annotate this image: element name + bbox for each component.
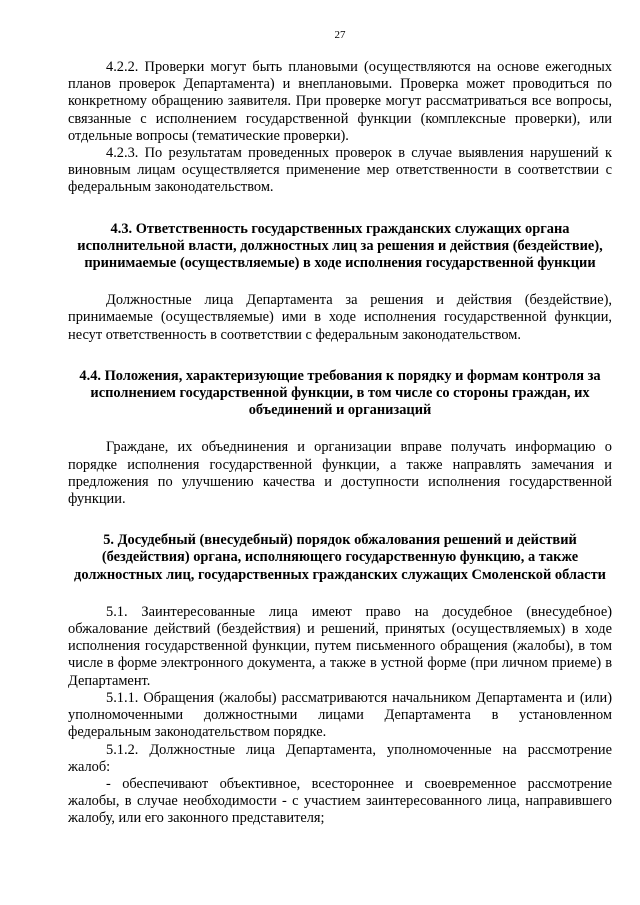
heading-4-3: 4.3. Ответственность государственных гражданских служащих органа исполнительной власти, должностных лиц за решения и действия (бездействие), принимаемые (осуществляемые) в ходе исполнения государственной функции (77, 220, 603, 272)
paragraph-5-1-1: 5.1.1. Обращения (жалобы) рассматриваются начальником Департамента и (или) уполномоченными должностными лицами Департамента в установленном федеральным законодательством порядке. (68, 689, 612, 741)
list-item-bullet-1: - обеспечивают объективное, всестороннее и своевременное рассмотрение жалобы, в случае необходимости - с участием заинтересованного лица, направившего жалобу, или его законного представителя; (68, 775, 612, 827)
paragraph-5-1: 5.1. Заинтересованные лица имеют право на досудебное (внесудебное) обжалование действий (бездействия) и решений, принятых (осуществляемых) в ходе исполнения государственной функции, путем письменного обращения (жалобы), в том числе в форме электронного документа, а также в устной форме (при личном приеме) в Департамент. (68, 603, 612, 689)
page-number: 27 (334, 29, 346, 41)
document-page (68, 28, 612, 828)
paragraph-4-2-3: 4.2.3. По результатам проведенных проверок в случае выявления нарушений к виновным лицам осуществляется применение мер ответственности в соответствии с федеральным законодательством. (68, 145, 612, 196)
paragraph-4-2-2: 4.2.2. Проверки могут быть плановыми (осуществляются на основе ежегодных планов проверок Департамента) и внеплановыми. Проверка может проводиться по конкретному обращению заявителя. При проверке могут рассматриваться все вопросы, связанные с исполнением государственной функции (комплексные проверки), или отдельные вопросы (тематические проверки). (68, 59, 612, 144)
paragraph-4-4: Граждане, их объеднинения и организации вправе получать информацию о порядке исполнения государственной функции, а также направлять замечания и предложения по улучшению качества и доступности исполнения государственной функции. (68, 439, 612, 508)
heading-5: 5. Досудебный (внесудебный) порядок обжалования решений и действий (бездействия) органа, исполняющего государственную функцию, а также должностных лиц, государственных гражданских служащих Смоленской области (74, 532, 606, 583)
paragraph-5-1-2: 5.1.2. Должностные лица Департамента, уполномоченные на рассмотрение жалоб: (68, 741, 612, 775)
heading-4-4: 4.4. Положения, характеризующие требования к порядку и формам контроля за исполнением государственной функции, в том числе со стороны граждан, их объединений и организаций (79, 367, 601, 419)
paragraph-4-3: Должностные лица Департамента за решения и действия (бездействие), принимаемые (осуществляемые) ими в ходе исполнения государственной функции, несут ответственность в соответствии с федеральным законодательством. (68, 292, 612, 343)
